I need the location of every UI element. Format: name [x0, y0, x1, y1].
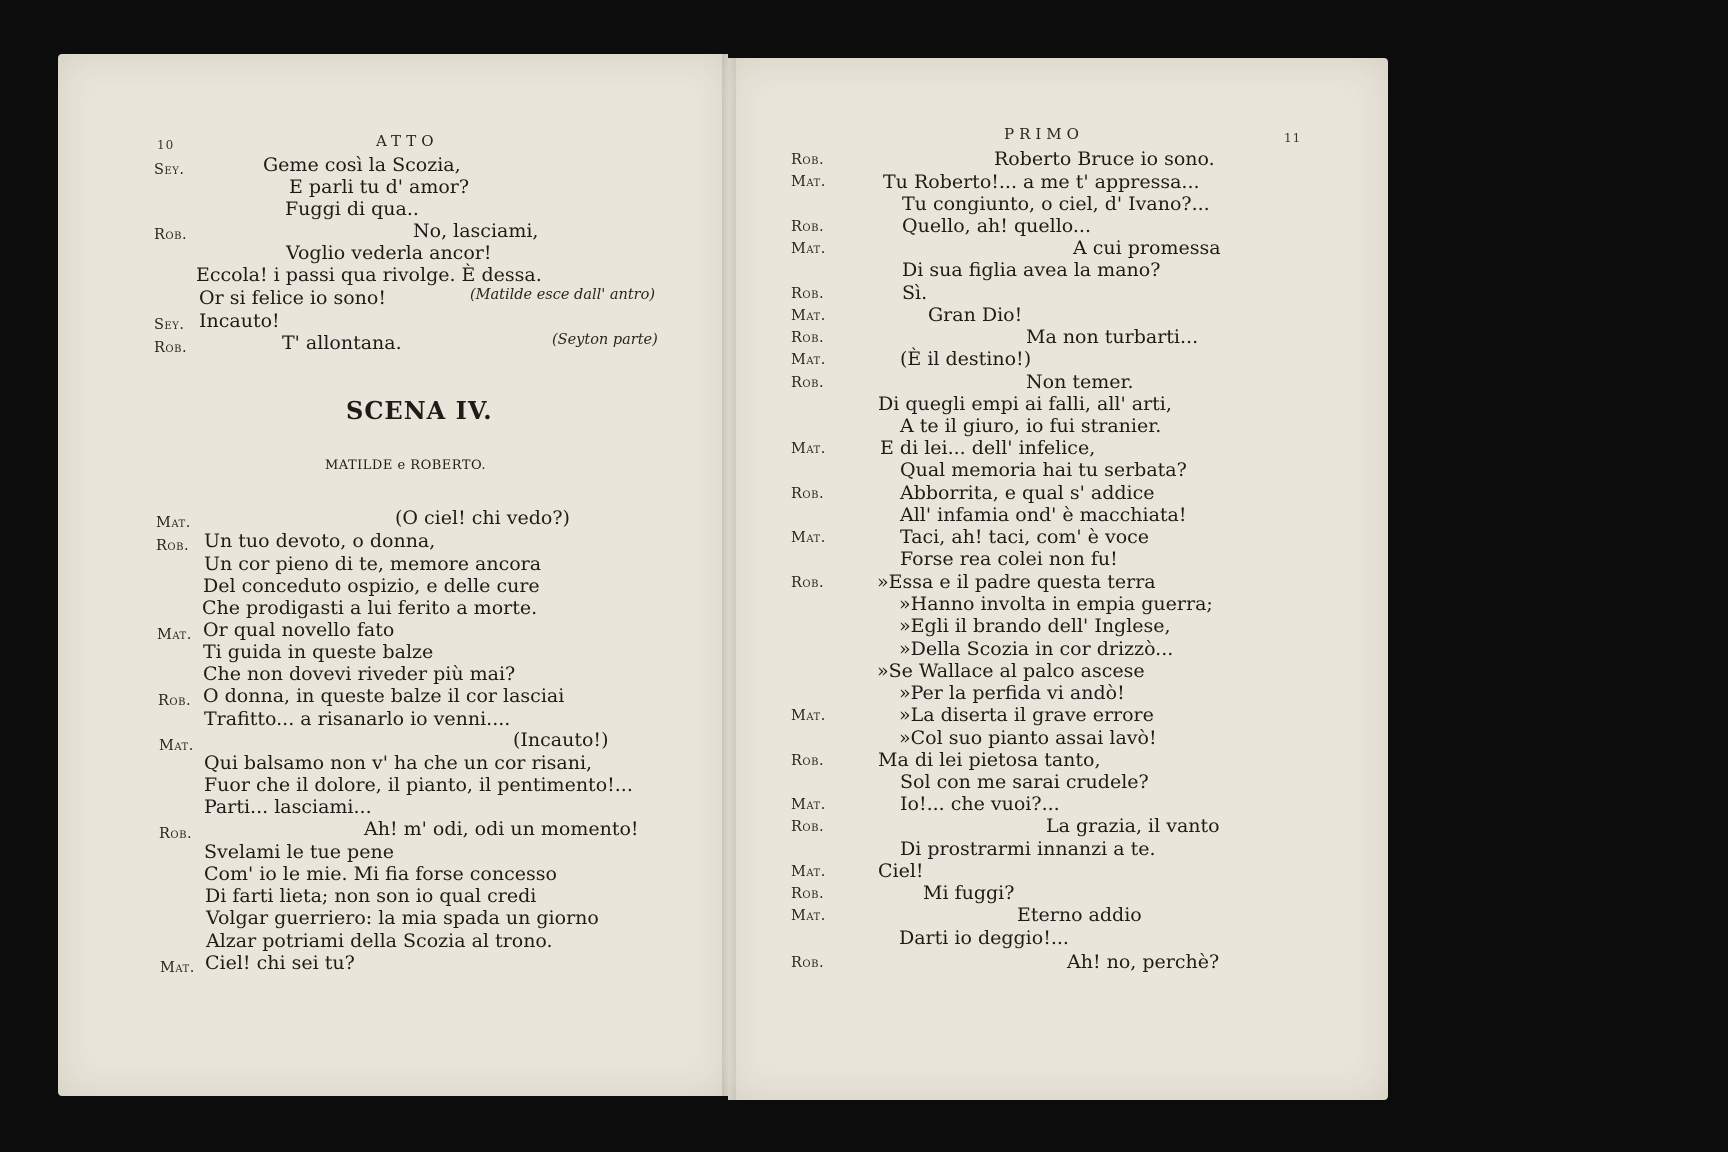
verse-line: Qual memoria hai tu serbata? — [900, 459, 1187, 481]
speaker-label: Rob. — [791, 886, 825, 902]
verse-line: Quello, ah! quello... — [902, 215, 1091, 237]
speaker-label: Mat. — [791, 708, 826, 724]
verse-line: Io!... che vuoi?... — [900, 793, 1060, 815]
verse-line: »Per la perfida vi andò! — [899, 682, 1125, 704]
speaker-label: Rob. — [156, 538, 190, 554]
verse-line: »Se Wallace al palco ascese — [877, 660, 1145, 682]
verse-line: No, lasciami, — [413, 220, 539, 242]
running-head-left: ATTO — [376, 132, 439, 150]
verse-line: E parli tu d' amor? — [289, 176, 470, 198]
verse-line: »Col suo pianto assai lavò! — [899, 727, 1157, 749]
speaker-label: Mat. — [791, 308, 826, 324]
speaker-label: Mat. — [791, 908, 826, 924]
verse-line: Tu congiunto, o ciel, d' Ivano?... — [902, 193, 1210, 215]
verse-line: Del conceduto ospizio, e delle cure — [203, 575, 540, 597]
verse-line: Ma di lei pietosa tanto, — [878, 749, 1101, 771]
page-number-left: 10 — [157, 138, 175, 152]
verse-line: O donna, in queste balze il cor lasciai — [203, 685, 565, 707]
speaker-label: Rob. — [791, 955, 825, 971]
verse-line: Che prodigasti a lui ferito a morte. — [202, 597, 538, 619]
verse-line: Fuor che il dolore, il pianto, il pentimento!... — [204, 774, 633, 796]
book-gutter — [722, 54, 736, 1100]
verse-line: Or si felice io sono! — [199, 287, 386, 309]
speaker-label: Rob. — [791, 819, 825, 835]
verse-line: Abborrita, e qual s' addice — [900, 482, 1155, 504]
verse-line: Roberto Bruce io sono. — [994, 148, 1215, 170]
verse-line: Gran Dio! — [928, 304, 1023, 326]
verse-line: Che non dovevi riveder più mai? — [203, 663, 516, 685]
verse-line: (O ciel! chi vedo?) — [395, 507, 570, 529]
verse-line: Geme così la Scozia, — [263, 154, 461, 176]
verse-line: Tu Roberto!... a me t' appressa... — [883, 171, 1200, 193]
verse-line: Di quegli empi ai falli, all' arti, — [878, 393, 1172, 415]
verse-line: Volgar guerriero: la mia spada un giorno — [206, 907, 599, 929]
speaker-label: Sey. — [154, 317, 185, 333]
verse-line: E di lei... dell' infelice, — [880, 437, 1096, 459]
speaker-label: Sey. — [154, 162, 185, 178]
speaker-label: Mat. — [791, 352, 826, 368]
verse-line: Di prostrarmi innanzi a te. — [900, 838, 1156, 860]
speaker-label: Mat. — [159, 738, 194, 754]
speaker-label: Rob. — [154, 340, 188, 356]
running-head-right: PRIMO — [1004, 125, 1084, 143]
verse-line: »La diserta il grave errore — [899, 704, 1154, 726]
verse-line: La grazia, il vanto — [1046, 815, 1220, 837]
speaker-label: Rob. — [154, 227, 188, 243]
speaker-label: Mat. — [160, 960, 195, 976]
verse-line: Eccola! i passi qua rivolge. È dessa. — [196, 264, 542, 286]
verse-line: Ah! no, perchè? — [1067, 951, 1220, 973]
verse-line: Di farti lieta; non son io qual credi — [205, 885, 537, 907]
speaker-label: Mat. — [791, 441, 826, 457]
scene-characters: MATILDE e ROBERTO. — [325, 458, 487, 473]
verse-line: Un cor pieno di te, memore ancora — [204, 553, 542, 575]
verse-line: Svelami le tue pene — [204, 841, 394, 863]
verse-line: (È il destino!) — [900, 348, 1032, 370]
verse-line: »Della Scozia in cor drizzò... — [899, 638, 1174, 660]
verse-line: Fuggi di qua.. — [285, 198, 419, 220]
speaker-label: Rob. — [791, 575, 825, 591]
verse-line: Sì. — [902, 282, 928, 304]
verse-line: Incauto! — [199, 310, 280, 332]
page-number-right: 11 — [1284, 131, 1302, 145]
verse-line: »Hanno involta in empia guerra; — [899, 593, 1213, 615]
verse-line: Di sua figlia avea la mano? — [902, 259, 1161, 281]
verse-line: Qui balsamo non v' ha che un cor risani, — [204, 752, 593, 774]
verse-line: T' allontana. — [282, 332, 402, 354]
verse-line: Alzar potriami della Scozia al trono. — [206, 930, 553, 952]
verse-line: Non temer. — [1026, 371, 1134, 393]
verse-line: Eterno addio — [1017, 904, 1142, 926]
verse-line: All' infamia ond' è macchiata! — [900, 504, 1187, 526]
verse-line: Ciel! — [878, 860, 924, 882]
verse-line: Ah! m' odi, odi un momento! — [364, 818, 639, 840]
scene-title: SCENA IV. — [346, 396, 493, 425]
verse-line: Parti... lasciami... — [204, 796, 372, 818]
verse-line: Mi fuggi? — [923, 882, 1015, 904]
verse-line: »Essa e il padre questa terra — [877, 571, 1156, 593]
verse-line: Ma non turbarti... — [1026, 326, 1199, 348]
speaker-label: Rob. — [159, 826, 193, 842]
speaker-label: Mat. — [791, 797, 826, 813]
speaker-label: Mat. — [157, 627, 192, 643]
verse-line: Com' io le mie. Mi fia forse concesso — [204, 863, 557, 885]
speaker-label: Rob. — [791, 330, 825, 346]
verse-line: A cui promessa — [1073, 237, 1221, 259]
speaker-label: Rob. — [791, 219, 825, 235]
verse-line: Ti guida in queste balze — [203, 641, 434, 663]
verse-line: Un tuo devoto, o donna, — [204, 530, 436, 552]
speaker-label: Mat. — [791, 530, 826, 546]
speaker-label: Rob. — [791, 486, 825, 502]
verse-line: »Egli il brando dell' Inglese, — [899, 615, 1171, 637]
speaker-label: Rob. — [791, 286, 825, 302]
speaker-label: Rob. — [791, 375, 825, 391]
verse-line: Trafitto... a risanarlo io venni.... — [204, 708, 511, 730]
stage-direction: (Matilde esce dall' antro) — [470, 287, 655, 303]
speaker-label: Mat. — [791, 241, 826, 257]
verse-line: Taci, ah! taci, com' è voce — [900, 526, 1150, 548]
verse-line: Sol con me sarai crudele? — [900, 771, 1149, 793]
speaker-label: Rob. — [791, 152, 825, 168]
speaker-label: Mat. — [791, 174, 826, 190]
verse-line: Voglio vederla ancor! — [286, 242, 492, 264]
speaker-label: Mat. — [791, 864, 826, 880]
speaker-label: Rob. — [158, 693, 192, 709]
verse-line: Forse rea colei non fu! — [900, 548, 1118, 570]
speaker-label: Mat. — [156, 515, 191, 531]
speaker-label: Rob. — [791, 753, 825, 769]
stage-direction: (Seyton parte) — [552, 332, 658, 348]
verse-line: Or qual novello fato — [203, 619, 395, 641]
verse-line: A te il giuro, io fui stranier. — [900, 415, 1162, 437]
verse-line: Darti io deggio!... — [899, 927, 1069, 949]
verse-line: Ciel! chi sei tu? — [205, 952, 355, 974]
verse-line: (Incauto!) — [513, 729, 609, 751]
